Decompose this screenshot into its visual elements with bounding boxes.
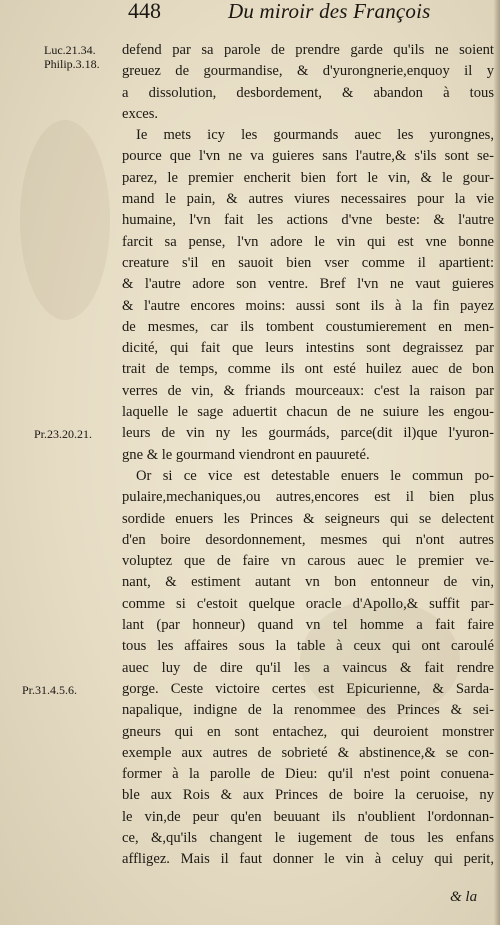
margin-note-luc: Luc.21.34. — [44, 43, 96, 57]
text-line: d'en boire desordonnement, mesmes qui n'ont autres — [122, 531, 494, 548]
text-line: mand le pain, & autres viures necessaires pour la vie — [122, 191, 494, 208]
text-line: de mesmes, car ils tombent coustumierement en men- — [122, 318, 494, 335]
text-line: former à la parolle de Dieu: qu'il n'est point conuena- — [122, 766, 494, 783]
text-line: napalique, indigne de la renommee des Princes & sei- — [122, 702, 494, 719]
text-line: nant, & estiment autant vn bon entonneur de vin, — [122, 574, 494, 591]
text-line: pulaire,mechaniques,ou autres,encores est il bien plus — [122, 489, 494, 506]
page-edge — [494, 0, 500, 925]
text-line: gneurs qui en sont entachez, qui deuroient monstrer — [122, 723, 494, 740]
text-line: & l'autre adore son ventre. Bref l'vn ne vaut guieres — [122, 276, 494, 293]
text-line: humaine, l'vn fait les actions d'vne beste: & l'autre — [122, 212, 494, 229]
text-line: Or si ce vice est detestable enuers le commun po- — [136, 467, 494, 484]
text-line: gorge. Ceste victoire certes est Epicurienne, & Sarda- — [122, 680, 494, 697]
text-line: greuez de gourmandise, & d'yurongnerie,enquoy il y — [122, 63, 494, 80]
text-line: defend par sa parole de prendre garde qu'ils ne soient — [122, 42, 494, 58]
text-line: affligez. Mais il faut donner le vin à celuy qui perit, — [122, 851, 494, 868]
catchword: & la — [450, 889, 478, 905]
text-line: auec luy de dire qu'il les a vaincus & fait rendre — [122, 659, 494, 676]
text-line: voluptez que de faire vn carous auec le premier ve- — [122, 553, 494, 570]
text-line: lant (par honneur) quand vn tel homme a fait faire — [122, 617, 494, 634]
margin-note-philip: Philip.3.18. — [44, 57, 100, 71]
text-line: creature s'il en sauoit bien vser comme il apartient: — [122, 254, 494, 271]
text-line: ce, &,qu'ils changent le iugement de tous les enfans — [122, 829, 494, 846]
margin-note-proverbs-31: Pr.31.4.5.6. — [22, 683, 78, 697]
text-line: sordide enuers les Princes & seigneurs qui se delectent — [122, 510, 494, 527]
text-line: comme si c'estoit quelque oracle d'Apollo,& suffit par- — [122, 595, 494, 612]
text-line: tous les affaires sous la table à ceux qui ont caroulé — [122, 638, 494, 655]
text-line: laquelle le sage aduertit chacun de ne suiure les engou- — [122, 404, 494, 421]
text-line: ble aux Rois & aux Princes de boire la ceruoise, ny — [122, 787, 494, 804]
text-line: verres de vin, & friands mourceaux: c'est la raison par — [122, 382, 494, 399]
text-line: leurs de vin ny les gourmáds, parce(dit il)que l'yuron- — [122, 425, 494, 442]
text-line: trait de temps, comme ils ont esté huilez auec de bon — [122, 361, 494, 378]
margin-note-proverbs-23: Pr.23.20.21. — [34, 427, 93, 441]
text-line: farcit sa pense, l'vn adore le vin qui est vne bonne — [122, 233, 494, 250]
text-line: pource que l'vn ne va guieres sans l'autre,& s'ils sont se- — [122, 148, 494, 165]
text-line: & l'autre encores moins: aussi sont ils à la fin payez — [122, 297, 494, 314]
text-line: exemple aux autres de sobrieté & abstinence,& se con- — [122, 744, 494, 761]
text-line: a dissolution, desbordement, & abandon à tous — [122, 84, 494, 101]
text-line: parez, le premier encherit bien fort le vin, & le gour- — [122, 169, 494, 186]
body-text — [122, 40, 494, 871]
text-line: Ie mets icy les gourmands auec les yurongnes, — [136, 127, 494, 144]
text-line: exces. — [122, 105, 159, 122]
running-head: Du miroir des François — [228, 0, 431, 23]
page-number: 448 — [128, 0, 161, 23]
text-line: le vin,de peur qu'en beuuant ils n'oublient l'ordonnan- — [122, 808, 494, 825]
text-line: gne & le gourmand viendront en pauureté. — [122, 446, 370, 463]
text-line: dicité, qui fait que leurs intestins sont degraissez par — [122, 340, 494, 357]
paper-stain — [20, 120, 110, 320]
